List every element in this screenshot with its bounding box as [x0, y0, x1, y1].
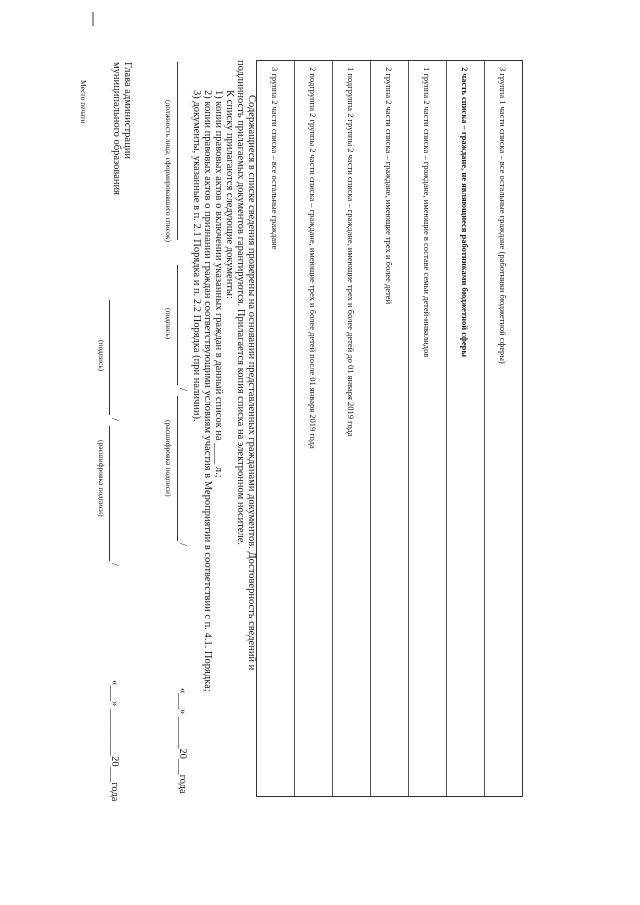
verification-paragraph-line2: подлинность прилагаемых документов гарантируются. Прилагается копия списка на электронном носителе. — [235, 60, 246, 546]
table-row — [332, 61, 370, 796]
table-row — [408, 61, 446, 796]
sig2-slash: / — [109, 418, 120, 421]
table-row-label: 2 группа 2 части списка – граждане, имеющие трех и более детей — [384, 67, 395, 305]
municipality-title: муниципального образования — [111, 62, 122, 195]
sig2-decode-line — [109, 426, 110, 561]
sig1-position-caption: (должность лица, сформировавшего список) — [164, 100, 173, 243]
head-of-administration-title: Глава администрации — [122, 62, 133, 159]
table-row — [370, 61, 408, 796]
table-row-label: 2 часть списка – граждане, не являющиеся работниками бюджетной сферы — [460, 67, 471, 357]
table-row-label: 3 группа 1 части списка – все остальные граждане (работники бюджетной сферы) — [498, 67, 509, 364]
sig1-position-entry — [177, 62, 178, 240]
sig1-signature-line — [177, 265, 178, 385]
sig1-slash-end: / — [177, 543, 188, 546]
sig1-date: «___» ______20___года — [177, 688, 188, 794]
table-row — [257, 61, 294, 796]
sig1-decode-line — [177, 396, 178, 541]
groups-table — [256, 60, 523, 797]
sig2-date: «___» _________20___года — [109, 680, 120, 802]
table-row-label: 1 группа 2 части списка – граждане, имеющие в составе семьи детей-инвалидов — [422, 67, 433, 358]
sig1-decode-caption: (расшифровка подписи) — [164, 420, 173, 497]
table-row-label: 3 группа 2 части списка – все остальные граждане — [270, 67, 281, 250]
attachment-item-2: 2) копии правовых актов о признании граждан соответствующими условиям участия в Мероприятии в соответствии с п. 4.1. Порядка; — [202, 90, 213, 692]
sig2-signature-caption: (подпись) — [97, 340, 106, 372]
attachment-item-1: 1) копии правовых актов о включении указанных граждан в данный список на ____ л.; — [213, 90, 224, 478]
sig1-slash: / — [177, 388, 188, 391]
table-row — [484, 61, 522, 796]
table-row — [294, 61, 332, 796]
table-row-label: 2 подгруппа 2 группы 2 части списка – граждане, имеющие трех и более детей после 01 января 2019 года — [308, 67, 319, 449]
stamp-place-label: Место печати — [79, 80, 88, 124]
table-row — [446, 61, 484, 796]
table-row-label: 1 подгруппа 2 группы 2 части списка – граждане, имеющие трех и более детей до 01 января 2019 года — [346, 67, 357, 437]
attachment-item-3: 3) документы, указанные в п. 2.1 Порядка и п. 2.2 Порядка (при наличии). — [191, 90, 202, 422]
sig1-signature-caption: (подпись) — [164, 308, 173, 340]
sig2-slash-end: / — [109, 563, 120, 566]
sig2-signature-line — [109, 300, 110, 415]
verification-paragraph-line1: Содержащиеся в списке сведения проверены на основании представленных гражданами документов. Достоверность сведений и — [246, 95, 257, 671]
sig2-decode-caption: (расшифровка подписи) — [97, 440, 106, 517]
attachments-heading: К списку прилагаются следующие документы: — [224, 90, 235, 299]
